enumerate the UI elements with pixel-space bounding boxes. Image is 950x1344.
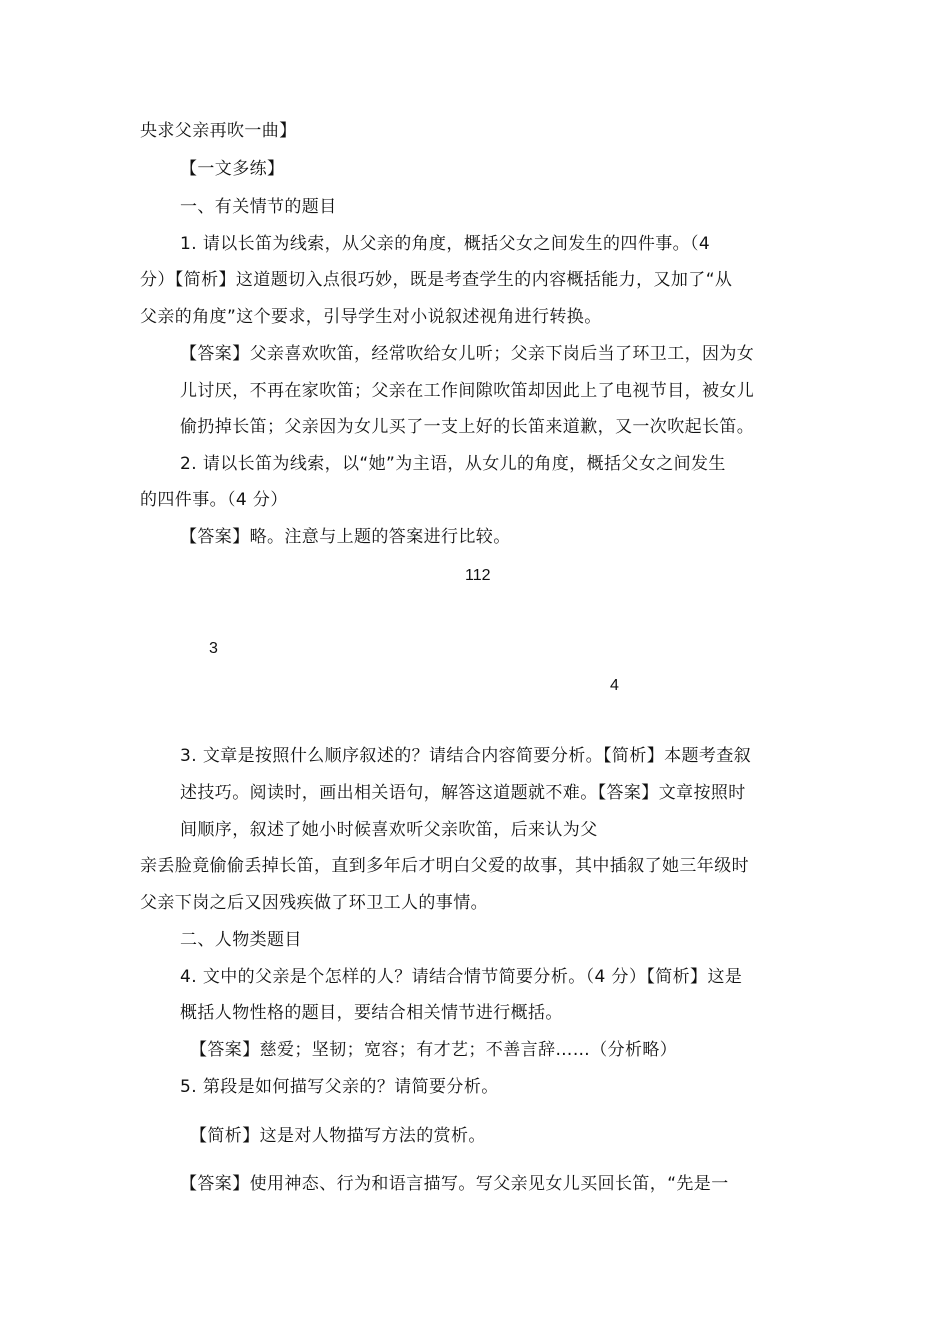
- text-line: 的四件事。（4 分）: [140, 490, 288, 510]
- text-line: 概括人物性格的题目，要结合相关情节进行概括。: [180, 1003, 563, 1023]
- figure-number: 3: [209, 640, 218, 657]
- answer-4: 【答案】慈爱；坚韧；宽容；有才艺；不善言辞……（分析略）: [190, 1040, 678, 1060]
- text-line: 亲丢脸竟偷偷丢掉长笛，直到多年后才明白父爱的故事，其中插叙了她三年级时: [140, 856, 749, 876]
- section-heading: 【一文多练】: [180, 159, 285, 179]
- text-line: 分）【简析】这道题切入点很巧妙，既是考查学生的内容概括能力，又加了“从: [140, 270, 733, 290]
- figure-number: 4: [610, 677, 619, 694]
- figure-number: 112: [465, 567, 491, 584]
- text-line: 间顺序，叙述了她小时候喜欢听父亲吹笛，后来认为父: [180, 820, 598, 840]
- text-line: 父亲下岗之后又因残疾做了环卫工人的事情。: [140, 893, 488, 913]
- answer-1: 【答案】父亲喜欢吹笛，经常吹给女儿听；父亲下岗后当了环卫工，因为女: [180, 344, 755, 364]
- question-4: 4. 文中的父亲是个怎样的人？请结合情节简要分析。（4 分）【简析】这是: [180, 967, 743, 987]
- answer-2: 【答案】略。注意与上题的答案进行比较。: [180, 527, 511, 547]
- text-line: 述技巧。阅读时，画出相关语句，解答这道题就不难。【答案】文章按照时: [180, 783, 746, 803]
- analysis-5: 【简析】这是对人物描写方法的赏析。: [190, 1126, 486, 1146]
- answer-5: 【答案】使用神态、行为和语言描写。写父亲见女儿买回长笛，“先是一: [180, 1174, 729, 1194]
- question-5: 5. 第段是如何描写父亲的？请简要分析。: [180, 1077, 499, 1097]
- question-2: 2. 请以长笛为线索，以“她”为主语，从女儿的角度，概括父女之间发生: [180, 454, 726, 474]
- text-line: 儿讨厌，不再在家吹笛；父亲在工作间隙吹笛却因此上了电视节目，被女儿: [180, 381, 755, 401]
- section-heading: 二、人物类题目: [180, 930, 302, 950]
- section-heading: 一、有关情节的题目: [180, 197, 337, 217]
- text-line: 央求父亲再吹一曲】: [140, 121, 297, 141]
- text-line: 偷扔掉长笛；父亲因为女儿买了一支上好的长笛来道歉，又一次吹起长笛。: [180, 417, 755, 437]
- text-line: 父亲的角度”这个要求，引导学生对小说叙述视角进行转换。: [140, 307, 602, 327]
- question-1: 1. 请以长笛为线索，从父亲的角度，概括父女之间发生的四件事。（4: [180, 234, 711, 254]
- question-3: 3. 文章是按照什么顺序叙述的？请结合内容简要分析。【简析】本题考查叙: [180, 746, 752, 766]
